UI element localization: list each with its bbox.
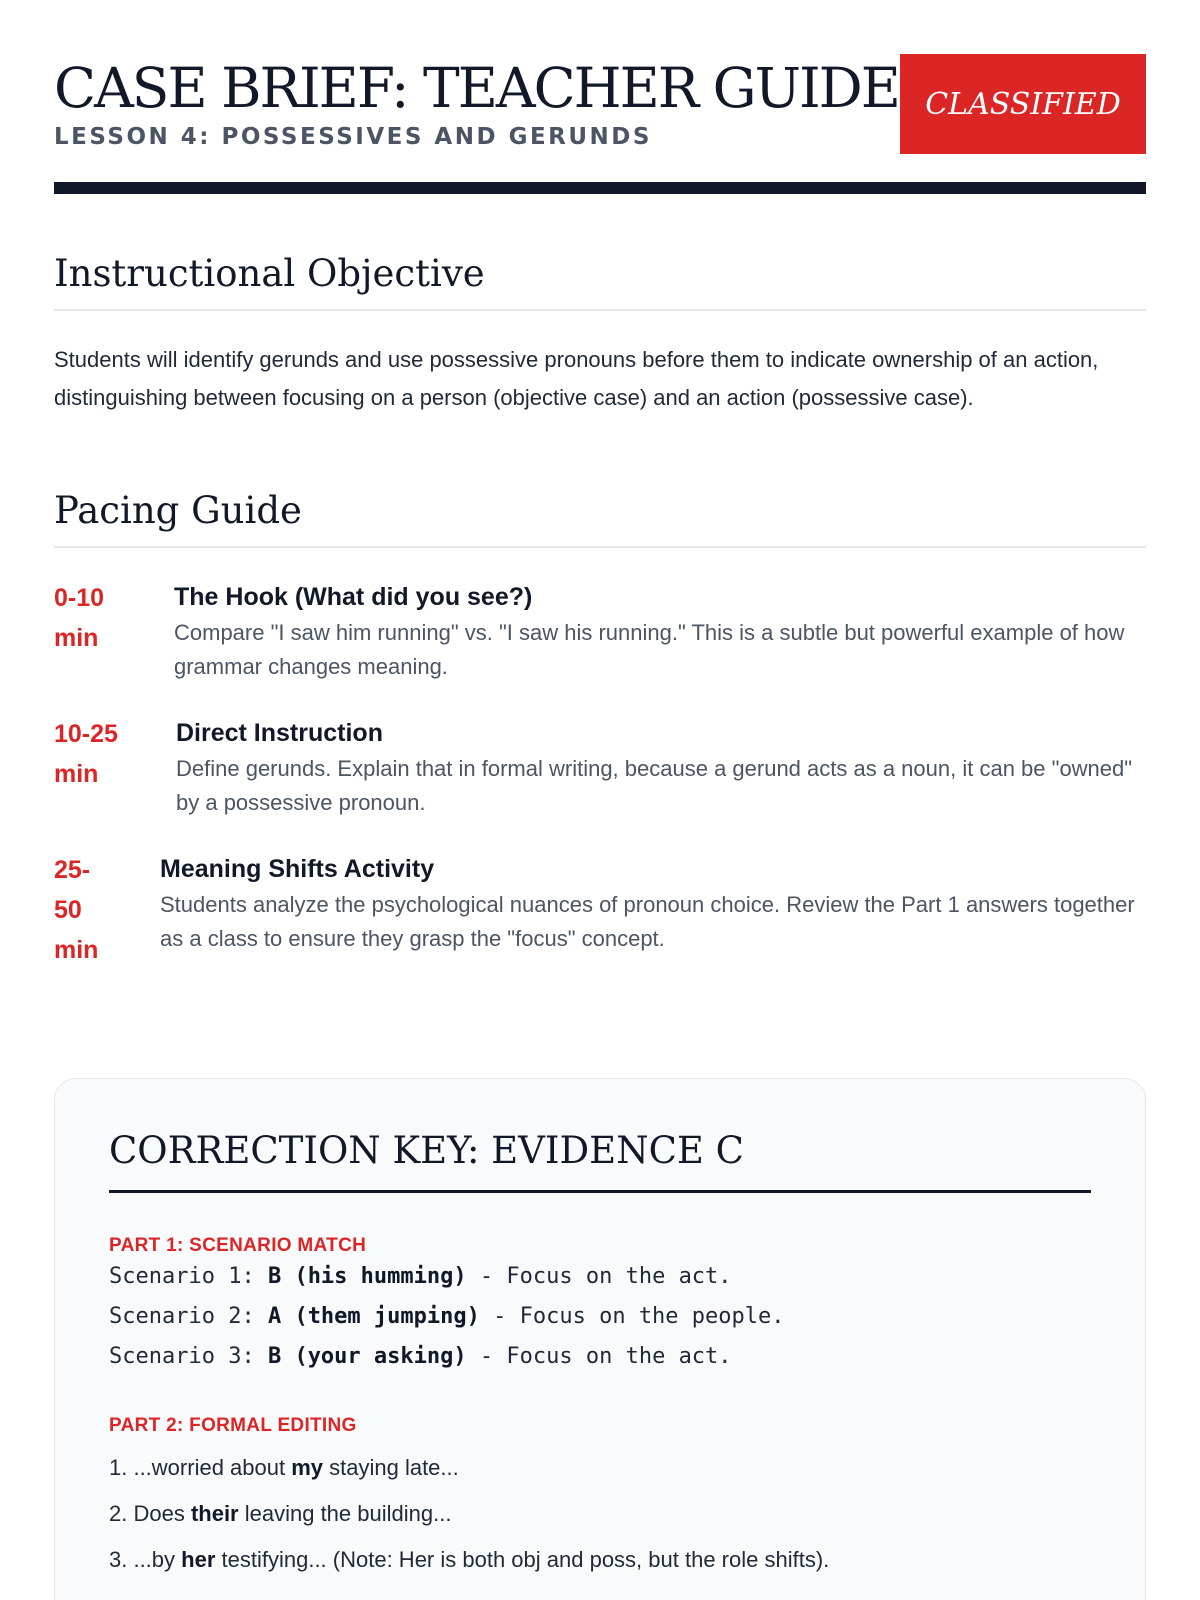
correction-key-heading: CORRECTION KEY: EVIDENCE C bbox=[109, 1129, 1091, 1193]
scenario-note: - Focus on the act. bbox=[466, 1344, 732, 1369]
pacing-title: The Hook (What did you see?) bbox=[174, 583, 533, 611]
pacing-body bbox=[174, 578, 1146, 684]
scenario-note: - Focus on the people. bbox=[479, 1304, 785, 1329]
pacing-item bbox=[54, 714, 1146, 820]
pacing-time-line: 10-25 bbox=[54, 720, 118, 748]
pacing-section bbox=[54, 489, 1146, 970]
pacing-title: Meaning Shifts Activity bbox=[160, 855, 435, 883]
scenario-answer bbox=[109, 1257, 1091, 1297]
page-header bbox=[54, 0, 1146, 196]
scenario-choice: A (them jumping) bbox=[267, 1304, 480, 1329]
pacing-time-line: min bbox=[54, 624, 99, 652]
pacing-time bbox=[54, 850, 160, 970]
pacing-description: Compare "I saw him running" vs. "I saw his running." This is a subtle but powerful example of how grammar changes meaning. bbox=[174, 620, 1125, 679]
scenario-note: - Focus on the act. bbox=[466, 1264, 732, 1289]
edit-text: testifying... (Note: Her is both obj and poss, but the role shifts). bbox=[215, 1547, 830, 1572]
objective-section bbox=[54, 252, 1146, 417]
part1-section bbox=[109, 1235, 1091, 1377]
pacing-description: Define gerunds. Explain that in formal writing, because a gerund acts as a noun, it can be "owned" by a possessive pronoun. bbox=[176, 756, 1133, 815]
edit-text: 2. Does bbox=[109, 1501, 191, 1526]
correction-key-card bbox=[54, 1078, 1146, 1600]
pacing-time-line: min bbox=[54, 936, 99, 964]
pacing-time-line: 50 bbox=[54, 896, 82, 924]
edit-pronoun: her bbox=[181, 1547, 216, 1572]
pacing-time-line: 25- bbox=[54, 856, 91, 884]
scenario-answer bbox=[109, 1337, 1091, 1377]
pacing-list bbox=[54, 578, 1146, 970]
pacing-item bbox=[54, 578, 1146, 684]
objective-text: Students will identify gerunds and use possessive pronouns before them to indicate ownership of an action, distinguishing between focusing on a person (objective case) and an action (possessive case). bbox=[54, 347, 1099, 410]
scenario-choice: B (his humming) bbox=[267, 1264, 467, 1289]
part1-label: PART 1: SCENARIO MATCH bbox=[109, 1235, 367, 1256]
pacing-time-line: 0-10 bbox=[54, 584, 105, 612]
pacing-title: Direct Instruction bbox=[176, 719, 383, 747]
header-divider bbox=[54, 182, 1146, 194]
edit-text: staying late... bbox=[323, 1455, 459, 1480]
objective-heading: Instructional Objective bbox=[54, 252, 1146, 311]
part2-section bbox=[109, 1415, 1091, 1583]
pacing-time bbox=[54, 714, 176, 820]
edit-text: 1. ...worried about bbox=[109, 1455, 292, 1480]
pacing-time-line: min bbox=[54, 760, 99, 788]
editing-answer bbox=[109, 1491, 1091, 1537]
scenario-prefix: Scenario 3: bbox=[109, 1344, 268, 1369]
pacing-time bbox=[54, 578, 174, 684]
scenario-prefix: Scenario 2: bbox=[109, 1304, 268, 1329]
edit-pronoun: my bbox=[291, 1455, 324, 1480]
editing-answer bbox=[109, 1537, 1091, 1583]
lesson-subtitle: LESSON 4: POSSESSIVES AND GERUNDS bbox=[54, 124, 652, 150]
page-title: CASE BRIEF: TEACHER GUIDE bbox=[54, 56, 899, 120]
edit-pronoun: their bbox=[190, 1501, 239, 1526]
pacing-item bbox=[54, 850, 1146, 970]
pacing-body bbox=[160, 850, 1146, 970]
part2-label: PART 2: FORMAL EDITING bbox=[109, 1415, 357, 1436]
scenario-answer bbox=[109, 1297, 1091, 1337]
classified-stamp: CLASSIFIED bbox=[900, 54, 1146, 154]
pacing-body bbox=[176, 714, 1146, 820]
editing-answer bbox=[109, 1445, 1091, 1491]
scenario-prefix: Scenario 1: bbox=[109, 1264, 268, 1289]
edit-text: leaving the building... bbox=[238, 1501, 452, 1526]
edit-text: 3. ...by bbox=[109, 1547, 182, 1572]
scenario-choice: B (your asking) bbox=[267, 1344, 467, 1369]
pacing-description: Students analyze the psychological nuances of pronoun choice. Review the Part 1 answers together as a class to ensure they grasp the "focus" concept. bbox=[160, 892, 1135, 951]
pacing-heading: Pacing Guide bbox=[54, 489, 1146, 548]
